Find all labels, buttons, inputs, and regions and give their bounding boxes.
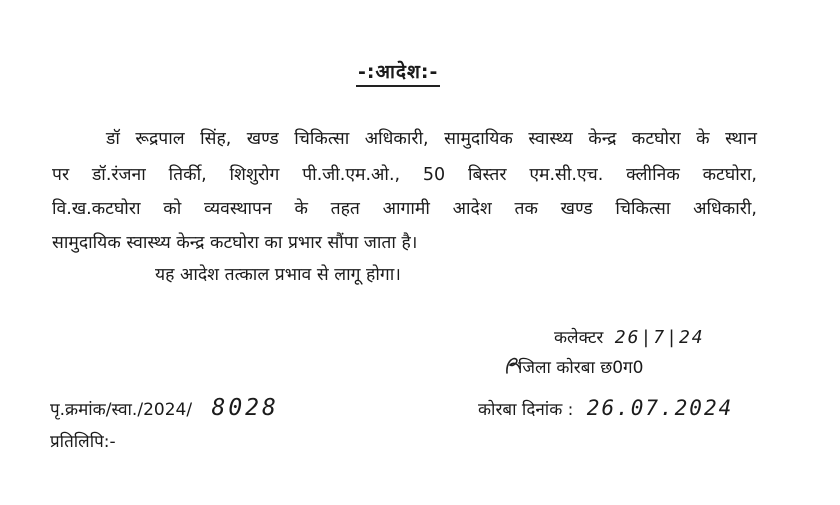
body-line-4: सामुदायिक स्वास्थ्य केन्द्र कटघोरा का प्रभार सौंपा जाता है।: [52, 233, 418, 253]
signature-block: [498, 325, 798, 385]
signature-designation-line: [554, 325, 705, 348]
date-value: 26.07.2024: [586, 396, 734, 420]
copy-to-label: प्रतिलिपि:-: [50, 432, 116, 452]
order-heading: -:आदेश:-: [356, 58, 440, 87]
handwritten-date: 26|7|24: [614, 327, 705, 348]
body-line-2: पर डॉ.रंजना तिर्की, शिशुरोग पी.जी.एम.ओ., 50 बिस्तर एम.सी.एच. क्लीनिक कटघोरा,: [52, 165, 757, 185]
designation: कलेक्टर: [554, 328, 604, 348]
body-line-3: वि.ख.कटघोरा को व्यवस्थापन के तहत आगामी आदेश तक खण्ड चिकित्सा अधिकारी,: [52, 199, 757, 219]
date-label: कोरबा दिनांक :: [478, 400, 574, 420]
reference-number-line: [50, 395, 279, 421]
reference-number: 8028: [211, 395, 279, 421]
effect-statement: यह आदेश तत्काल प्रभाव से लागू होगा।: [155, 265, 401, 285]
reference-label: पृ.क्रमांक/स्वा./2024/: [50, 400, 193, 420]
office-name: जिला कोरबा छ0ग0: [518, 358, 644, 378]
body-line-1: डॉ रूद्रपाल सिंह, खण्ड चिकित्सा अधिकारी, सामुदायिक स्वास्थ्य केन्द्र कटघोरा के स्थान: [106, 129, 757, 149]
dated-line: [478, 396, 733, 420]
